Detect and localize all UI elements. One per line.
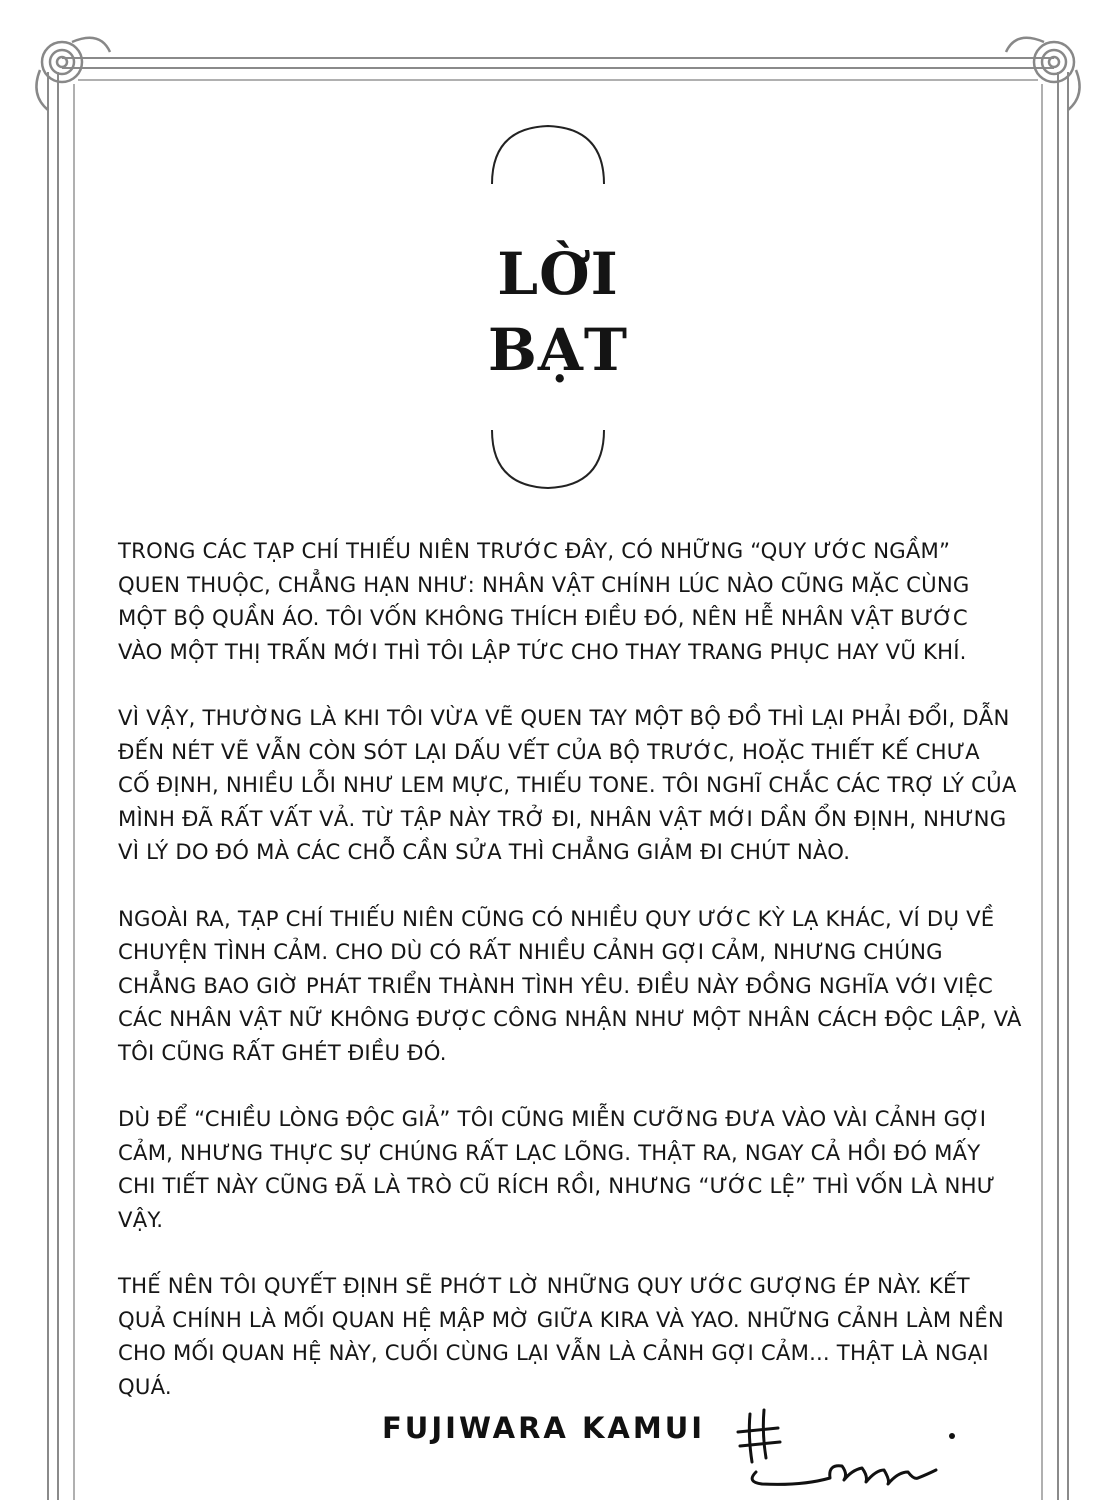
- text-line: VÌ LÝ DO ĐÓ MÀ CÁC CHỖ CẦN SỬA THÌ CHẲNG GIẢM ĐI CHÚT NÀO.: [118, 839, 851, 864]
- text-line: CHẲNG BAO GIỜ PHÁT TRIỂN THÀNH TÌNH YÊU. ĐIỀU NÀY ĐỒNG NGHĨA VỚI VIỆC: [118, 972, 994, 998]
- text-line: CỐ ĐỊNH, NHIỀU LỖI NHƯ LEM MỰC, THIẾU TONE. TÔI NGHĨ CHẮC CÁC TRỢ LÝ CỦA: [118, 772, 1017, 797]
- paragraph-4: [118, 1102, 998, 1236]
- text-line: CHUYỆN TÌNH CẢM. CHO DÙ CÓ RẤT NHIỀU CẢNH GỢI CẢM, NHƯNG CHÚNG: [118, 939, 943, 964]
- author-signature: FUJIWARA KAMUI: [382, 1411, 706, 1445]
- paragraph-5: [118, 1269, 1004, 1403]
- text-line: VẬY.: [118, 1206, 164, 1232]
- title-line-2: BẠT: [487, 316, 629, 384]
- text-line: TRONG CÁC TẠP CHÍ THIẾU NIÊN TRƯỚC ĐÂY, CÓ NHỮNG “QUY ƯỚC NGẦM”: [118, 538, 951, 563]
- paragraph-1: [118, 534, 998, 668]
- text-line: CHI TIẾT NÀY CŨNG ĐÃ LÀ TRÒ CŨ RÍCH RỒI, NHƯNG “ƯỚC LỆ” THÌ VỐN LÀ NHƯ: [118, 1173, 996, 1198]
- afterword-body: [118, 534, 1022, 1436]
- text-line: TÔI CŨNG RẤT GHÉT ĐIỀU ĐÓ.: [118, 1039, 447, 1065]
- text-line: QUÁ.: [118, 1373, 172, 1399]
- text-line: MÌNH ĐÃ RẤT VẤT VẢ. TỪ TẬP NÀY TRỞ ĐI, NHÂN VẬT MỚI DẦN ỔN ĐỊNH, NHƯNG: [118, 805, 1007, 831]
- text-line: THẾ NÊN TÔI QUYẾT ĐỊNH SẼ PHỚT LỜ NHỮNG QUY ƯỚC GƯỢNG ÉP NÀY. KẾT: [118, 1273, 970, 1298]
- paragraph-2: [118, 701, 1017, 869]
- text-line: MỘT BỘ QUẦN ÁO. TÔI VỐN KHÔNG THÍCH ĐIỀU ĐÓ, NÊN HỄ NHÂN VẬT BƯỚC: [118, 605, 968, 630]
- text-line: CHO MỐI QUAN HỆ NÀY, CUỐI CÙNG LẠI VẪN LÀ CẢNH GỢI CẢM... THẬT LÀ NGẠI: [118, 1340, 989, 1365]
- text-line: DÙ ĐỂ “CHIỀU LÒNG ĐỘC GIẢ” TÔI CŨNG MIỄN CƯỠNG ĐƯA VÀO VÀI CẢNH GỢI: [118, 1106, 987, 1131]
- text-line: VÀO MỘT THỊ TRẤN MỚI THÌ TÔI LẬP TỨC CHO THAY TRANG PHỤC HAY VŨ KHÍ.: [118, 638, 967, 664]
- text-line: QUEN THUỘC, CHẲNG HẠN NHƯ: NHÂN VẬT CHÍNH LÚC NÀO CŨNG MẶC CÙNG: [118, 571, 970, 597]
- text-line: VÌ VẬY, THƯỜNG LÀ KHI TÔI VỪA VẼ QUEN TAY MỘT BỘ ĐỒ THÌ LẠI PHẢI ĐỔI, DẪN: [118, 705, 1010, 730]
- paragraph-3: [118, 902, 1022, 1070]
- text-line: QUẢ CHÍNH LÀ MỐI QUAN HỆ MẬP MỜ GIỮA KIRA VÀ YAO. NHỮNG CẢNH LÀM NỀN: [118, 1306, 1004, 1332]
- text-line: CẢM, NHƯNG THỰC SỰ CHÚNG RẤT LẠC LÕNG. THẬT RA, NGAY CẢ HỒI ĐÓ MẤY: [118, 1139, 981, 1165]
- title-line-1: LỜI: [497, 240, 619, 308]
- title-block: [448, 120, 668, 500]
- text-line: NGOÀI RA, TẠP CHÍ THIẾU NIÊN CŨNG CÓ NHIỀU QUY ƯỚC KỲ LẠ KHÁC, VÍ DỤ VỀ: [118, 905, 995, 931]
- text-line: CÁC NHÂN VẬT NỮ KHÔNG ĐƯỢC CÔNG NHẬN NHƯ MỘT NHÂN CÁCH ĐỘC LẬP, VÀ: [118, 1006, 1022, 1031]
- text-line: ĐẾN NÉT VẼ VẪN CÒN SÓT LẠI DẤU VẾT CỦA BỘ TRƯỚC, HOẶC THIẾT KẾ CHƯA: [118, 738, 980, 764]
- handwritten-autograph: [732, 1400, 962, 1490]
